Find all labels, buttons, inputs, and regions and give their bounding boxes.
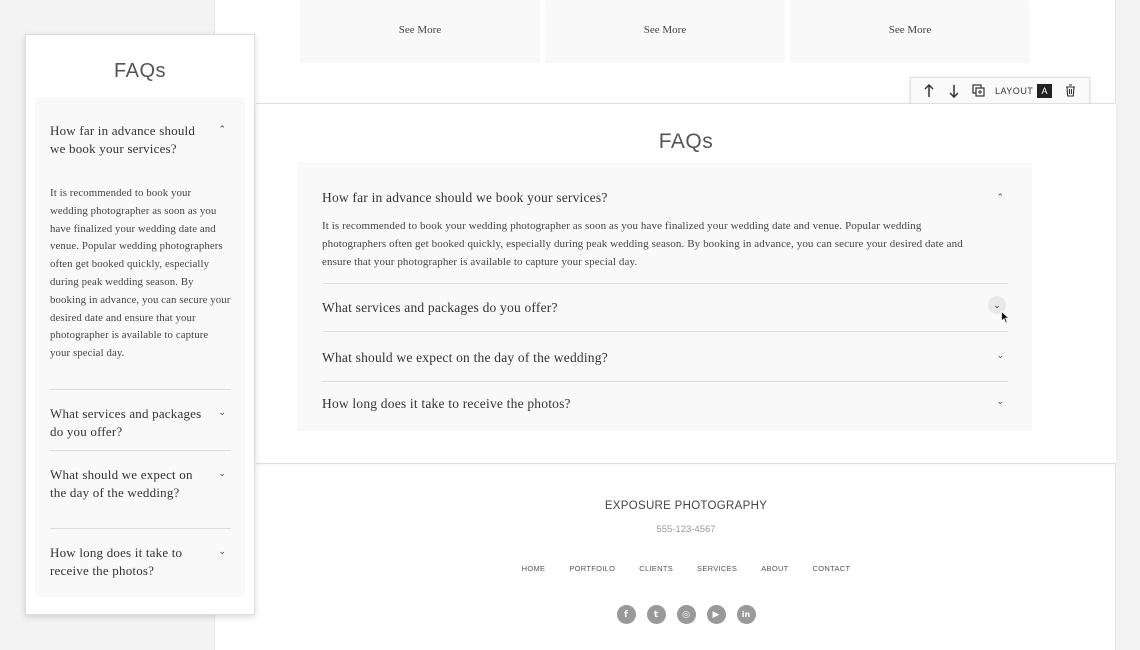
- faq-item-2[interactable]: [322, 300, 1008, 316]
- faq-question: How far in advance should we book your services?: [50, 123, 196, 156]
- faq-item-3[interactable]: [322, 350, 1008, 366]
- faq-question: How long does it take to receive the photos?: [50, 545, 183, 578]
- faq-accordion: [297, 162, 1032, 431]
- move-down-button[interactable]: [942, 78, 967, 103]
- footer-nav-home[interactable]: HOME: [521, 564, 546, 573]
- footer-nav-about[interactable]: ABOUT: [761, 564, 789, 573]
- trash-icon: [1065, 84, 1076, 97]
- faq-title: FAQs: [658, 130, 714, 153]
- preview-faq-answer: It is recommended to book your wedding photographer as soon as you have finalized your wedding date and venue. Popular wedding photographers often get booked quickly, especially during peak wedding season. By booking in advance, you can secure your desired date and ensure that your photographer is available to capture your special day.: [50, 187, 231, 360]
- chevron-down-icon[interactable]: ⌄: [218, 407, 226, 417]
- faq-question: What services and packages do you offer?: [50, 406, 202, 439]
- instagram-icon[interactable]: ◎: [677, 605, 696, 624]
- faq-question: How long does it take to receive the photos?: [322, 396, 571, 411]
- duplicate-button[interactable]: [966, 78, 991, 103]
- faq-section[interactable]: [256, 103, 1116, 464]
- section-toolbar: [910, 77, 1090, 104]
- preview-faq-title: FAQs: [113, 60, 166, 82]
- faq-item-4[interactable]: [322, 396, 1008, 412]
- footer-phone[interactable]: 555-123-4567: [656, 524, 716, 535]
- card: [546, 0, 784, 61]
- faq-question: What should we expect on the day of the wedding?: [322, 350, 608, 365]
- delete-button[interactable]: [1058, 78, 1083, 103]
- chevron-up-icon[interactable]: ⌃: [996, 192, 1004, 202]
- chevron-down-icon[interactable]: ⌄: [218, 468, 226, 478]
- move-up-button[interactable]: [917, 78, 942, 103]
- arrow-down-icon: [948, 84, 960, 98]
- faq-item-1[interactable]: [322, 190, 1008, 206]
- divider: [322, 381, 1008, 382]
- divider: [322, 331, 1008, 332]
- facebook-icon[interactable]: f: [617, 605, 636, 624]
- footer-nav-services[interactable]: SERVICES: [697, 564, 738, 573]
- faq-question: What services and packages do you offer?: [322, 300, 558, 315]
- chevron-down-icon[interactable]: ⌄: [988, 296, 1006, 314]
- linkedin-icon[interactable]: in: [737, 605, 756, 624]
- mouse-cursor-icon: [1001, 311, 1010, 324]
- layout-button[interactable]: [991, 84, 1058, 98]
- see-more-link[interactable]: See More: [888, 24, 932, 36]
- faq-answer: It is recommended to book your wedding photographer as soon as you have finalized your wedding date and venue. Popular wedding photographers often get booked quickly, especially during peak wedding season. By booking in advance, you can secure your desired date and ensure that your photographer is available to capture your special day.: [322, 220, 963, 268]
- card: [791, 0, 1029, 61]
- layout-badge: A: [1037, 84, 1052, 98]
- cards-section: [301, 0, 1029, 62]
- duplicate-icon: [972, 84, 985, 97]
- divider: [50, 450, 231, 451]
- see-more-link[interactable]: See More: [643, 24, 687, 36]
- divider: [50, 389, 231, 390]
- footer: [256, 465, 1116, 650]
- preview-faq-item-1[interactable]: [50, 122, 231, 157]
- chevron-down-icon[interactable]: ⌄: [996, 350, 1004, 360]
- divider: [50, 528, 231, 529]
- see-more-link[interactable]: See More: [398, 24, 442, 36]
- chevron-up-icon[interactable]: ⌃: [218, 124, 226, 134]
- twitter-icon[interactable]: t: [647, 605, 666, 624]
- preview-faq-item-2[interactable]: [50, 405, 231, 440]
- faq-question: What should we expect on the day of the wedding?: [50, 467, 193, 500]
- youtube-icon[interactable]: ▶: [707, 605, 726, 624]
- footer-nav-contact[interactable]: CONTACT: [812, 564, 851, 573]
- preview-faq-accordion: [35, 97, 245, 597]
- chevron-down-icon[interactable]: ⌄: [996, 396, 1004, 406]
- arrow-up-icon: [923, 84, 935, 98]
- mobile-preview-panel: [25, 34, 255, 615]
- footer-nav: [256, 564, 1116, 573]
- preview-faq-item-3[interactable]: [50, 466, 231, 501]
- layout-label: LAYOUT: [994, 85, 1034, 96]
- preview-faq-item-4[interactable]: [50, 544, 231, 579]
- footer-nav-clients[interactable]: CLIENTS: [639, 564, 674, 573]
- footer-brand: EXPOSURE PHOTOGRAPHY: [604, 500, 768, 512]
- footer-nav-portfolio[interactable]: PORTFOILO: [569, 564, 616, 573]
- faq-question: How far in advance should we book your services?: [322, 190, 608, 205]
- chevron-down-icon[interactable]: ⌄: [218, 546, 226, 556]
- social-links: [256, 605, 1116, 624]
- divider: [322, 283, 1008, 284]
- card: [301, 0, 539, 61]
